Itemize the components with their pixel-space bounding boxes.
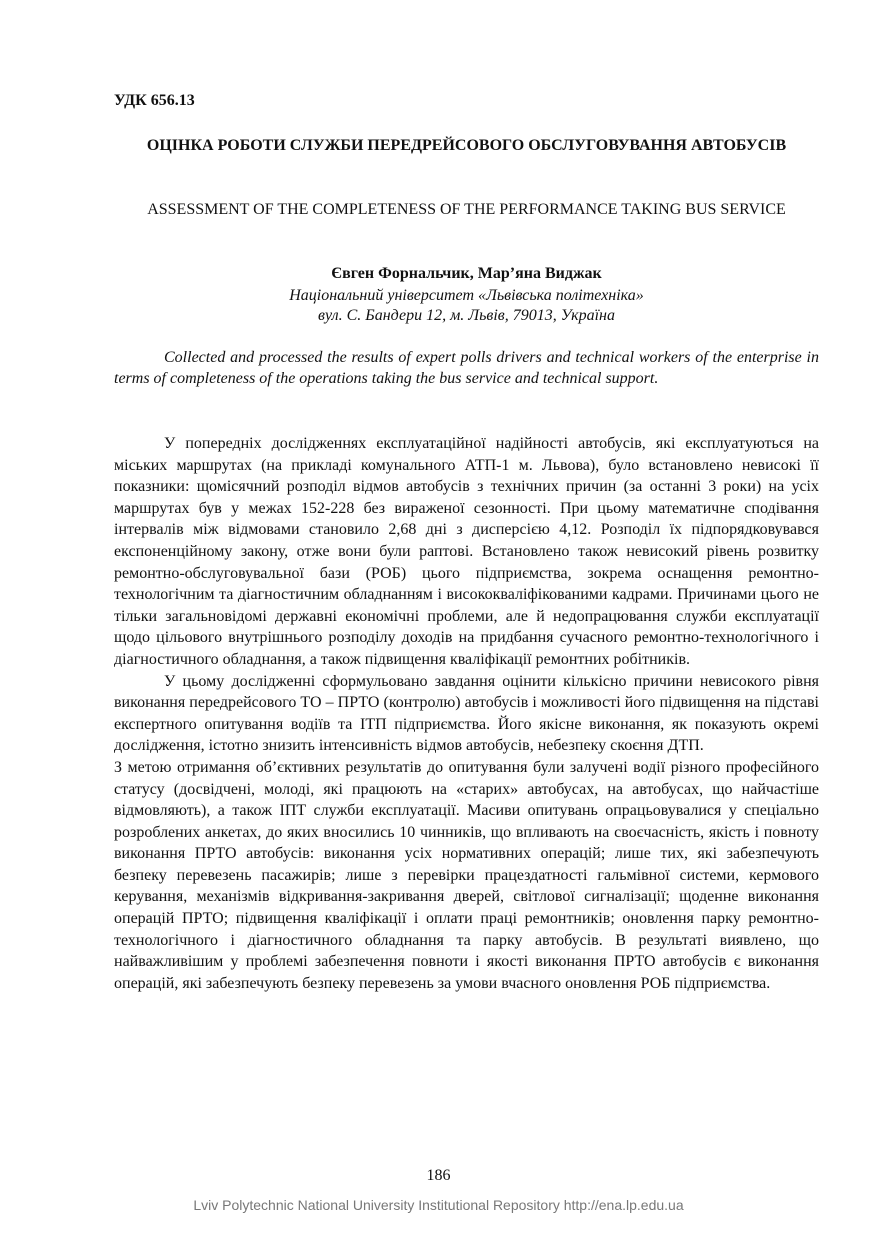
paragraph: З метою отримання об’єктивних результатів до опитування були залучені водії різного професійного статусу (досвідчені, молоді, які працюють на «старих» автобусах, на автобусах, що найчастіше відмовляють), а також ІПТ служби експлуатації. Масиви опитувань опрацьовувалися у спеціально розроблених анкетах, до яких вносились 10 чинників, що впливають на своєчасність, якість і повноту виконання ПРТО автобусів: виконання усіх нормативних операцій; лише тих, які забезпечують безпеку перевезень пасажирів; лише з перевірки працездатності гальмівної системи, кермового керування, механізмів відкривання-закривання дверей, світлової сигналізації; щоденне виконання операцій ПРТО; підвищення кваліфікації і оплати праці ремонтників; оновлення парку ремонтно-технологічного і діагностичного обладнання та парку автобусів. В результаті виявлено, що найважливішим у проблемі забезпечення повноти і якості виконання ПРТО автобусів є виконання операцій, які забезпечують безпеку перевезень за умови вчасного оновлення РОБ підприємства. xyxy=(114,758,819,992)
title-ukrainian: ОЦІНКА РОБОТИ СЛУЖБИ ПЕРЕДРЕЙСОВОГО ОБСЛУГОВУВАННЯ АВТОБУСІВ xyxy=(146,137,787,154)
udc-code: УДК 656.13 xyxy=(114,92,195,109)
address: вул. С. Бандери 12, м. Львів, 79013, Україна xyxy=(318,307,615,324)
paragraph: У попередніх дослідженнях експлуатаційної надійності автобусів, які експлуатуються на міських маршрутах (на прикладі комунального АТП-1 м. Львова), було встановлено невисокі її показники: щомісячний розподіл відмов автобусів з технічних причин (за останні 3 роки) на усіх маршрутах був у межах 152-228 без вираженої сезонності. При цьому математичне сподівання інтервалів між відмовами становило 2,68 дні з дисперсією 4,12. Розподіл їх підпорядковувався експоненційному закону, отже вони були раптові. Встановлено також невисокий рівень розвитку ремонтно-обслуговувальної бази (РОБ) цього підприємства, зокрема оснащення ремонтно-технологічним та діагностичним обладнанням і висококваліфікованими кадрами. Причинами цього не тільки загальновідомі державні економічні проблеми, але й недопрацювання служби експлуатації щодо цільового внутрішнього розподілу доходів на придбання сучасного ремонтно-технологічного і діагностичного обладнання, а також підвищення кваліфікації ремонтних робітників. xyxy=(114,435,819,668)
paragraph: У цьому дослідженні сформульовано завдання оцінити кількісно причини невисокого рівня виконання передрейсового ТО – ПРТО (контролю) автобусів і можливості його підвищення на підставі експертного опитування водіїв та ІТП підприємства. Його якісне виконання, як показують окремі дослідження, істотно знизить інтенсивність відмов автобусів, небезпеку скоєння ДТП. xyxy=(114,672,819,755)
title-english: ASSESSMENT OF THE COMPLETENESS OF THE PERFORMANCE TAKING BUS SERVICE xyxy=(147,201,786,218)
affiliation: Національний університет «Львівська політехніка» xyxy=(289,287,644,304)
body-text xyxy=(114,433,819,994)
page-number: 186 xyxy=(426,1167,451,1184)
repository-footer: Lviv Polytechnic National University Institutional Repository http://ena.lp.edu.ua xyxy=(193,1197,684,1213)
authors: Євген Форнальчик, Мар’яна Виджак xyxy=(331,265,602,282)
abstract: Collected and processed the results of expert polls drivers and technical workers of the enterprise in terms of completeness of the operations taking the bus service and technical support. xyxy=(114,349,819,387)
